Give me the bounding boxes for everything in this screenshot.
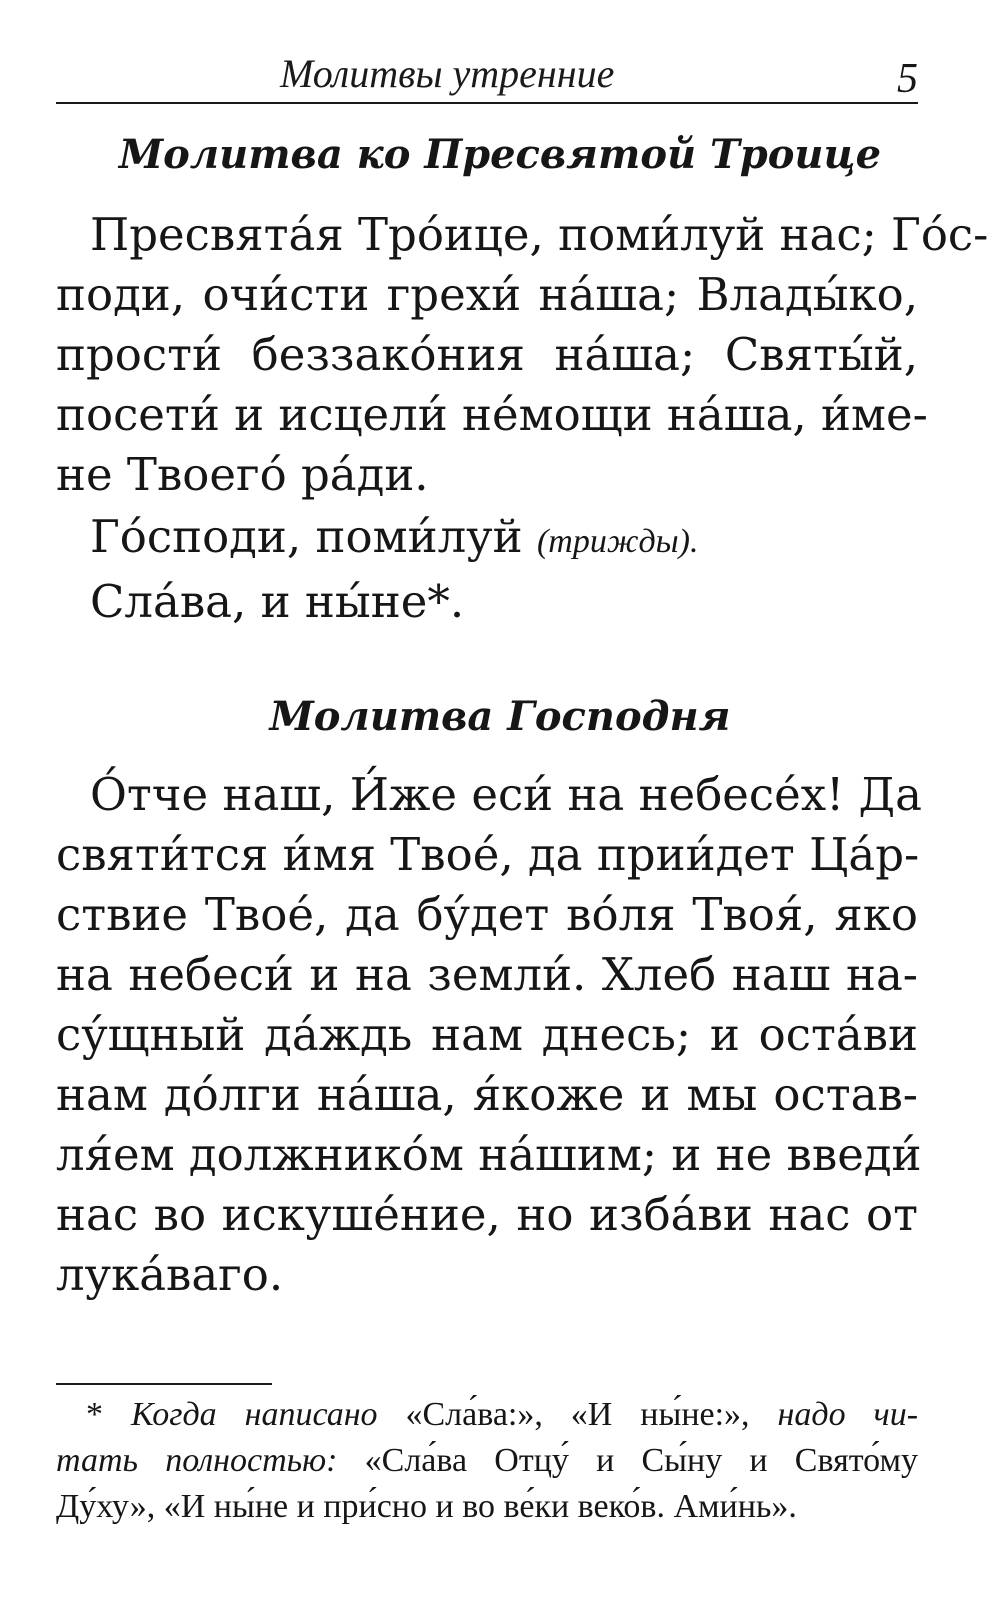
lords-prayer-text bbox=[56, 765, 922, 1305]
footnote-line bbox=[56, 1438, 918, 1484]
footnote-rule bbox=[56, 1383, 272, 1385]
text-line: су́щный да́ждь нам днесь; и оста́ви bbox=[56, 1008, 918, 1061]
text-line: ля́ем должнико́м на́шим; и не введи́ bbox=[56, 1128, 922, 1181]
trinity-prayer-closing bbox=[56, 507, 918, 632]
trinity-prayer-text bbox=[56, 205, 989, 505]
section-1-heading: Молитва ко Пресвятой Троице bbox=[118, 131, 882, 178]
text-line: нас во искуше́ние, но изба́ви нас от bbox=[56, 1188, 918, 1241]
text-line: О́тче наш, И́же еси́ на небесе́х! Да bbox=[90, 768, 922, 821]
page-number: 5 bbox=[897, 56, 918, 102]
repeat-note: (трижды). bbox=[536, 523, 699, 560]
footnote bbox=[56, 1392, 918, 1530]
footnote-quote-1: «Сла́ва:», «И ны́не:», bbox=[405, 1396, 750, 1433]
footnote-marker: * bbox=[86, 1396, 103, 1433]
text-line: на небеси́ и на земли́. Хлеб наш на- bbox=[56, 948, 918, 1001]
text-line: Пресвята́я Тро́ице, поми́луй нас; Го́с- bbox=[90, 208, 989, 261]
text-line: лука́ваго. bbox=[56, 1248, 284, 1301]
footnote-line: Ду́ху», «И ны́не и при́сно и во ве́ки веко́в. Ами́нь». bbox=[56, 1488, 797, 1525]
running-title: Молитвы утренние bbox=[280, 51, 615, 96]
glory-line: Сла́ва, и ны́не*. bbox=[90, 575, 465, 628]
footnote-italic-1: надо чи- bbox=[777, 1396, 919, 1433]
header-rule bbox=[56, 102, 918, 104]
text-line: прости́ беззако́ния на́ша; Святы́й, bbox=[56, 328, 918, 381]
text-line: нам до́лги на́ша, я́коже и мы остав- bbox=[56, 1068, 918, 1121]
section-2-heading: Молитва Господня bbox=[269, 693, 731, 740]
footnote-line bbox=[56, 1392, 918, 1438]
text-line: святи́тся и́мя Твое́, да прии́дет Ца́р- bbox=[56, 828, 920, 881]
text-line: поди, очи́сти грехи́ на́ша; Влады́ко, bbox=[56, 268, 918, 321]
footnote-italic-2: тать полностью: bbox=[56, 1442, 338, 1479]
repeat-text: Го́споди, поми́луй bbox=[90, 510, 523, 563]
footnote-intro: Когда написано bbox=[130, 1396, 378, 1433]
text-line: не Твоего́ ра́ди. bbox=[56, 448, 429, 501]
text-line: ствие Твое́, да бу́дет во́ля Твоя́, яко bbox=[56, 888, 918, 941]
repeat-line bbox=[56, 507, 918, 572]
footnote-quote-2: «Сла́ва Отцу́ и Сы́ну и Свято́му bbox=[364, 1442, 918, 1479]
text-line: посети́ и исцели́ не́мощи на́ша, и́ме- bbox=[56, 388, 928, 441]
